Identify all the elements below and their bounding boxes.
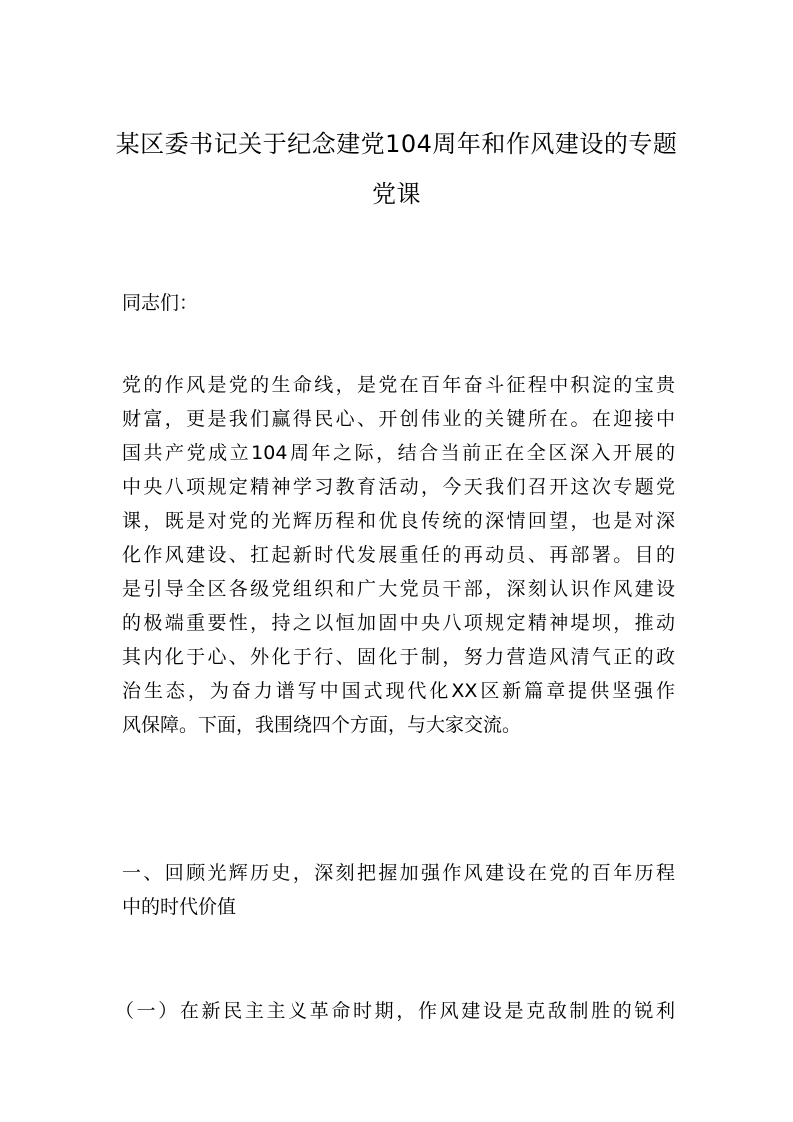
- section-heading-line: 中的时代价值: [122, 896, 237, 918]
- intro-line: 课，既是对党的光辉历程和优良传统的深情回望，也是对深: [122, 510, 675, 532]
- intro-line: 国共产党成立104周年之际，结合当前正在全区深入开展的: [122, 442, 675, 464]
- intro-line: 财富，更是我们赢得民心、开创伟业的关键所在。在迎接中: [122, 408, 675, 430]
- intro-line: 治生态，为奋力谱写中国式现代化XX区新篇章提供坚强作: [122, 680, 675, 702]
- intro-line: 是引导全区各级党组织和广大党员干部，深刻认识作风建设: [122, 578, 675, 600]
- intro-line: 其内化于心、外化于行、固化于制，努力营造风清气正的政: [122, 646, 675, 668]
- intro-line: 风保障。下面，我围绕四个方面，与大家交流。: [122, 714, 522, 736]
- section-heading-line: 一、回顾光辉历史，深刻把握加强作风建设在党的百年历程: [122, 862, 675, 884]
- intro-line: 化作风建设、扛起新时代发展重任的再动员、再部署。目的: [122, 544, 675, 566]
- intro-line: 党的作风是党的生命线，是党在百年奋斗征程中积淀的宝贵: [122, 374, 675, 396]
- subsection-heading-line: （一）在新民主主义革命时期，作风建设是克敌制胜的锐利: [115, 1000, 675, 1022]
- intro-line: 中央八项规定精神学习教育活动，今天我们召开这次专题党: [122, 476, 675, 498]
- intro-line: 的极端重要性，持之以恒加固中央八项规定精神堤坝，推动: [122, 612, 675, 634]
- document-title-line-2: 党课: [372, 180, 421, 208]
- document-title-line-1: 某区委书记关于纪念建党104周年和作风建设的专题: [115, 130, 678, 158]
- salutation: 同志们：: [122, 292, 199, 314]
